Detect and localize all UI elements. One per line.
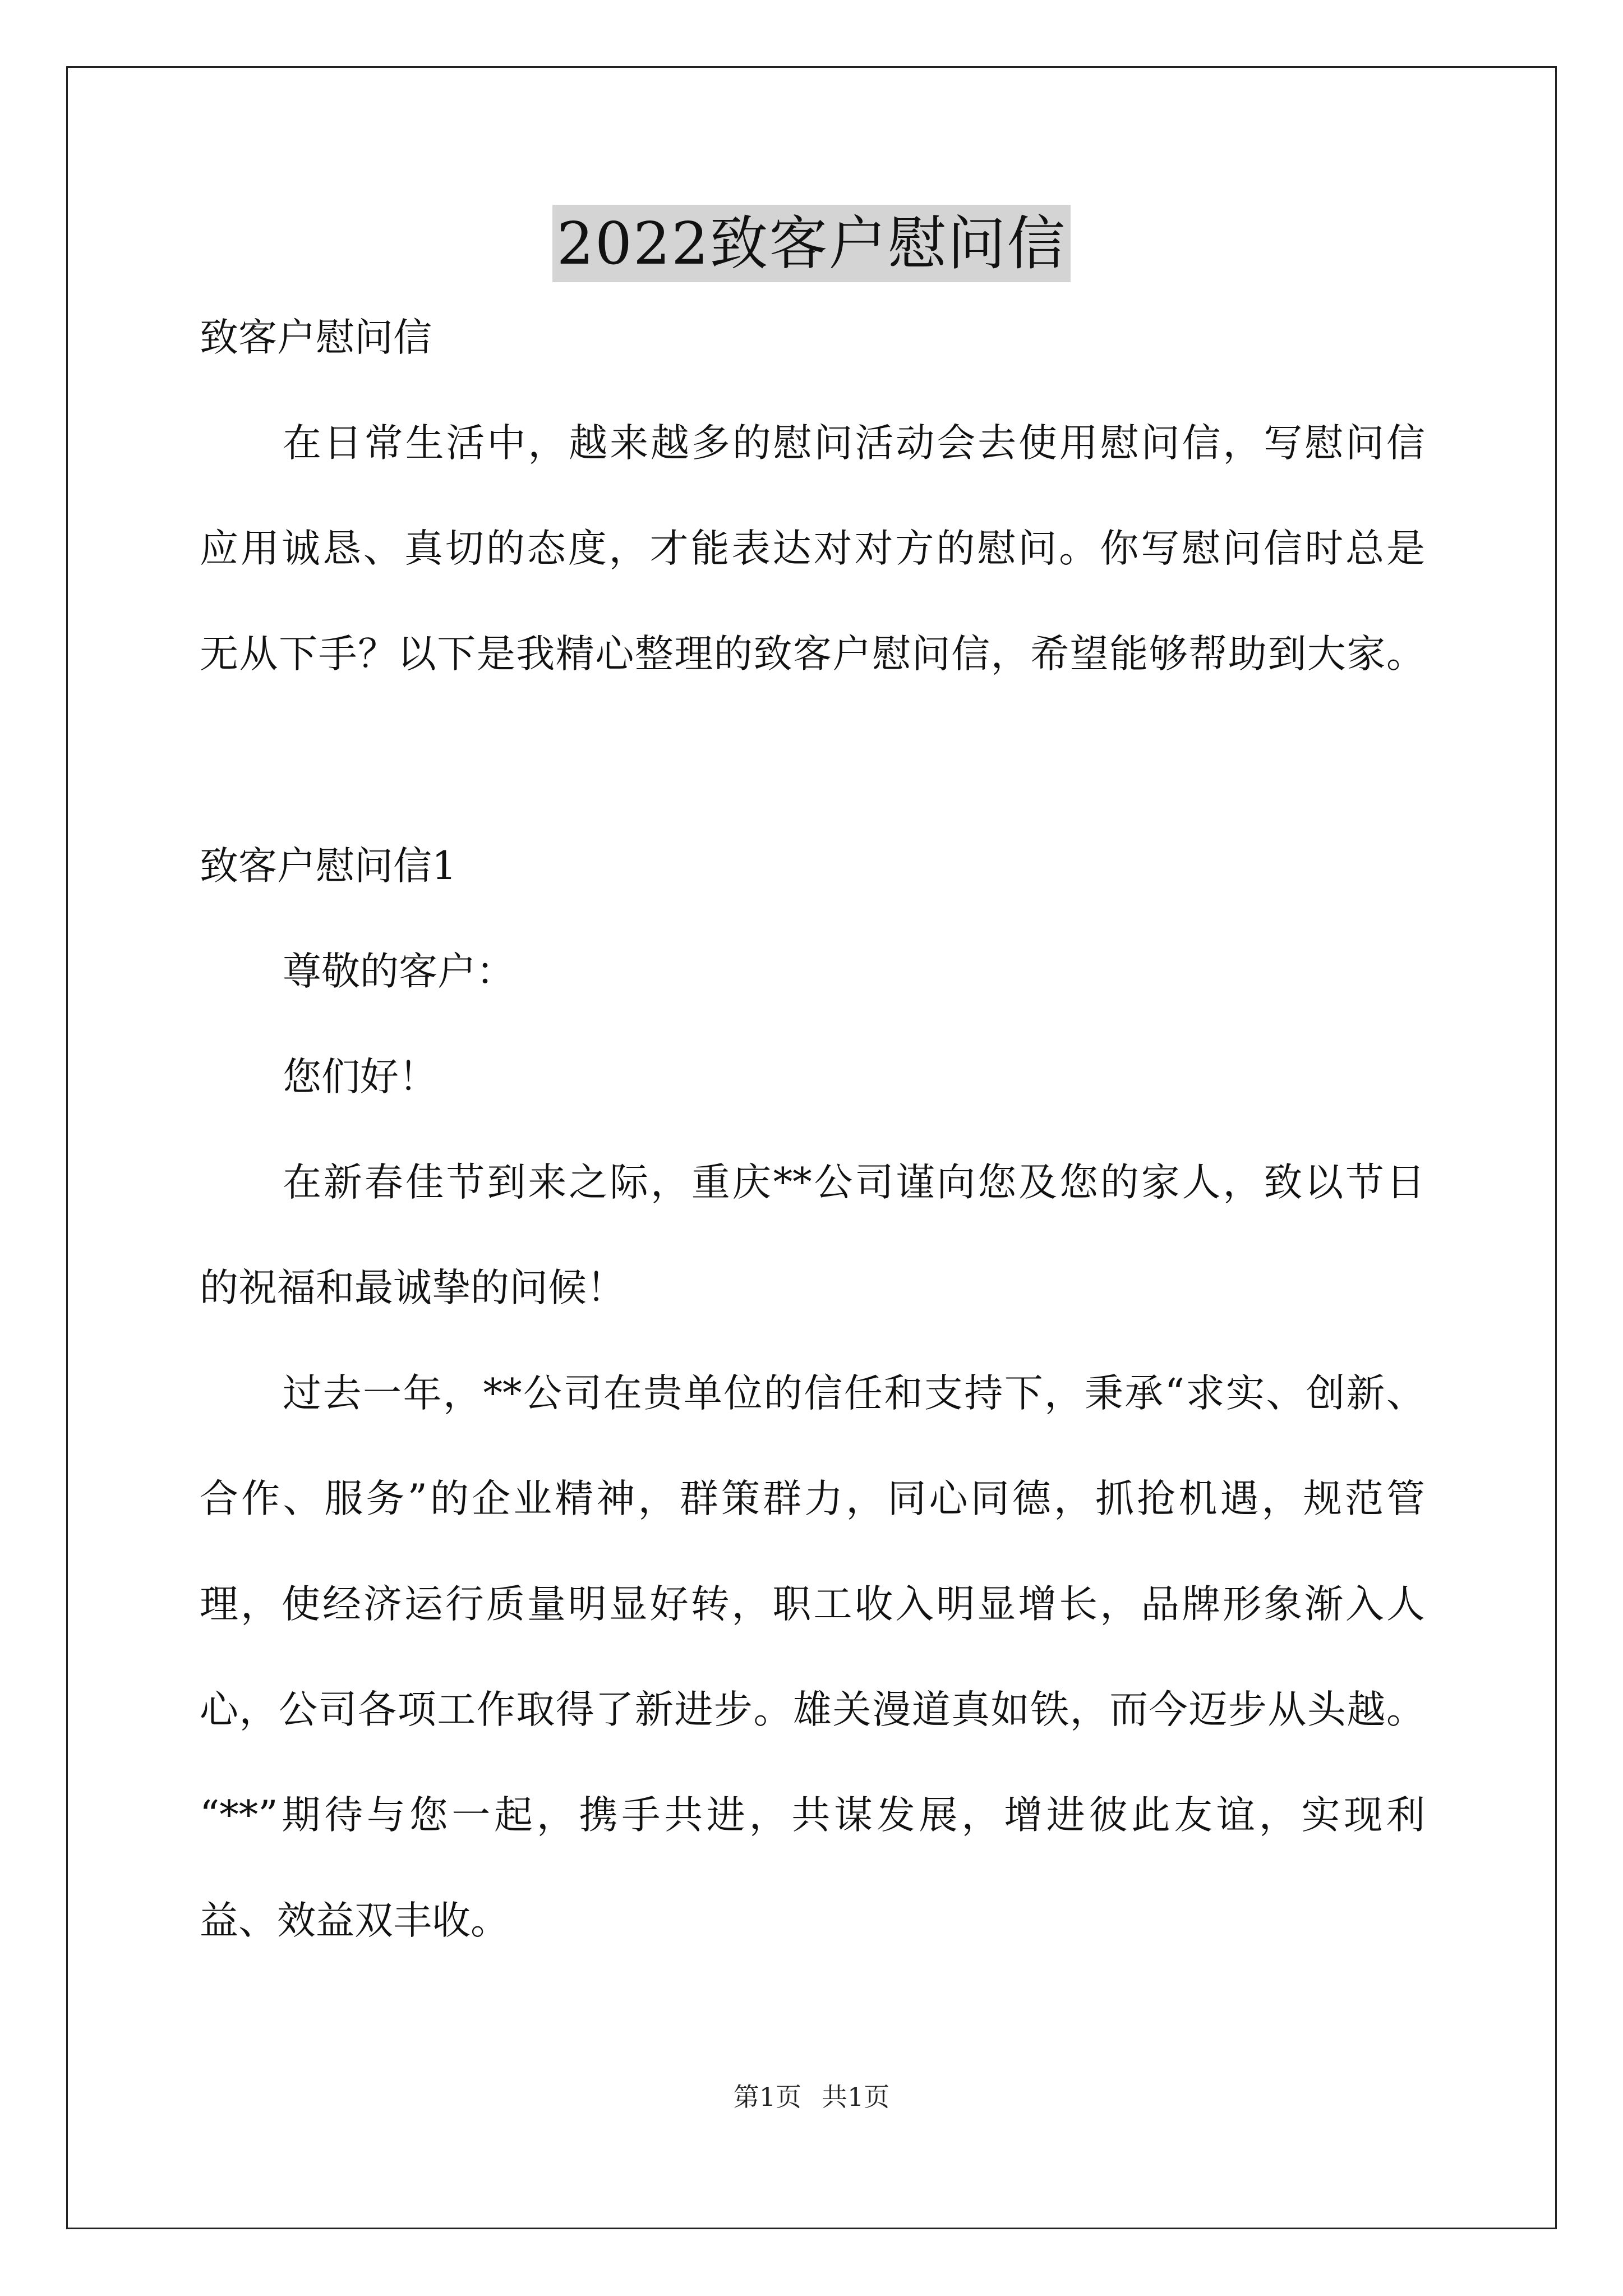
section-heading: 致客户慰问信 [200,315,432,360]
paragraph-line: 益、效益双丰收。 [200,1898,509,1943]
paragraph-line: “**”期待与您一起，携手共进，共谋发展，增进彼此友谊，实现利 [200,1793,1425,1838]
section-heading: 致客户慰问信1 [200,844,457,889]
paragraph-line: 在新春佳节到来之际，重庆**公司谨向您及您的家人，致以节日 [283,1160,1425,1205]
paragraph-line: 合作、服务”的企业精神，群策群力，同心同德，抓抢机遇，规范管 [200,1476,1425,1521]
paragraph-line: 应用诚恳、真切的态度，才能表达对对方的慰问。你写慰问信时总是 [200,526,1425,571]
paragraph-line: 的祝福和最诚挚的问候！ [200,1266,625,1310]
title-container [0,205,1623,282]
paragraph-line: 心，公司各项工作取得了新进步。雄关漫道真如铁，而今迈步从头越。 [200,1687,1425,1732]
paragraph-line: 理，使经济运行质量明显好转，职工收入明显增长，品牌形象渐入人 [200,1582,1425,1627]
page-footer [0,2080,1623,2114]
salutation: 尊敬的客户： [283,949,515,994]
page-number: 第1页 [733,2082,801,2112]
document-body [200,311,1425,1948]
document-title: 2022致客户慰问信 [552,205,1071,282]
greeting: 您们好！ [283,1055,437,1099]
paragraph-line: 在日常生活中，越来越多的慰问活动会去使用慰问信，写慰问信 [283,421,1425,466]
page-total: 共1页 [822,2082,890,2112]
paragraph-line: 过去一年，**公司在贵单位的信任和支持下，秉承“求实、创新、 [283,1371,1425,1416]
paragraph-line: 无从下手？以下是我精心整理的致客户慰问信，希望能够帮助到大家。 [200,632,1425,677]
